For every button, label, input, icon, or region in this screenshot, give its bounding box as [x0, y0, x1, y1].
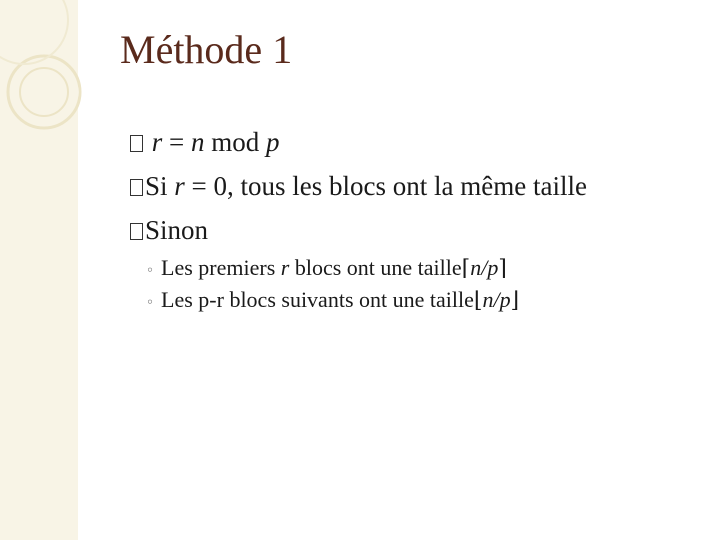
bullet-item: r = n mod p — [130, 120, 587, 164]
bullet-item: Sinon — [130, 208, 587, 252]
bullet-item: Si r = 0, tous les blocs ont la même taille — [130, 164, 587, 208]
bullet-box-icon — [130, 179, 143, 196]
slide-title: Méthode 1 — [120, 27, 293, 72]
bullet-box-icon — [130, 135, 143, 152]
ring-outer — [8, 56, 80, 128]
circle-bullet-icon: ◦ — [147, 260, 154, 279]
decorative-rings — [0, 0, 120, 200]
sub-bullet-item: ◦ Les p-r blocs suivants ont une taille⌊n/p⌋ — [147, 287, 520, 312]
var-p: p — [266, 127, 280, 157]
var-r: r — [174, 171, 185, 201]
bullet-box-icon — [130, 223, 143, 240]
bullet-list — [130, 120, 587, 316]
ring-inner — [20, 68, 68, 116]
var-r: r — [151, 127, 163, 157]
var-n: n — [191, 127, 205, 157]
circle-bullet-icon: ◦ — [147, 292, 154, 311]
sub-bullet-item: ◦ Les premiers r blocs ont une taille⌈n/p⌉ — [147, 255, 507, 280]
ring-top — [0, 0, 68, 64]
